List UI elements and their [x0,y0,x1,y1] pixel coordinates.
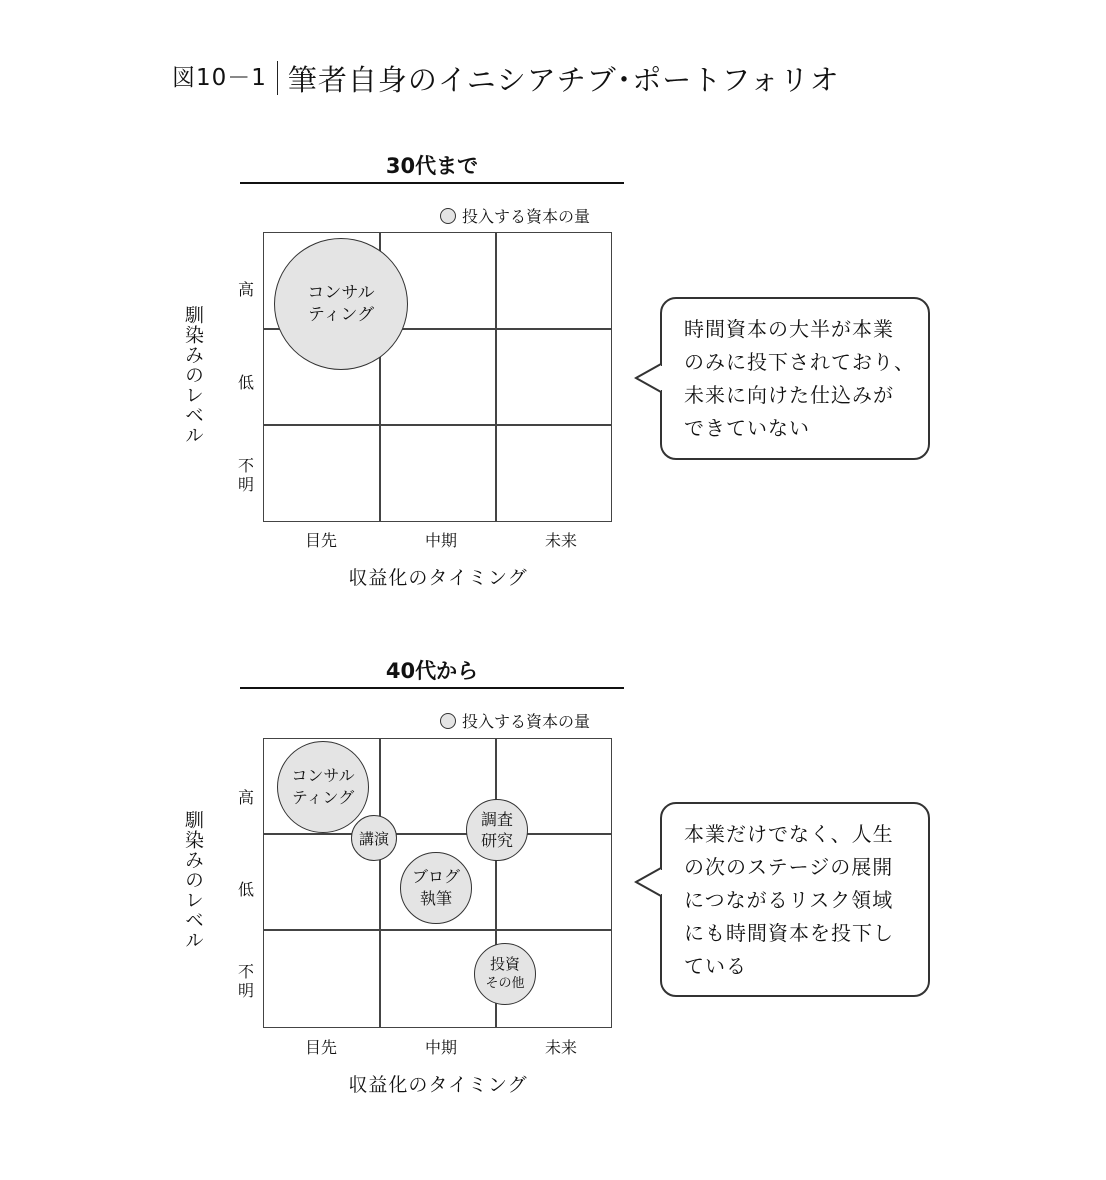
panel-rule [240,182,624,184]
callout-40s: 本業だけでなく、人生 の次のステージの展開 につながるリスク領域 にも時間資本を投下し ている [660,802,930,997]
x-level-future: 未来 [544,531,577,550]
bubble-consulting: コンサル ティング [277,741,369,833]
y-axis-label: 馴染みのレベル [182,305,204,445]
bubble-consulting: コンサル ティング [274,238,408,370]
figure-name: 筆者自身のイニシアチブ･ポートフォリオ [287,62,840,97]
bubble-investment: 投資 その他 [474,943,536,1005]
legend-circle-icon [440,208,456,224]
x-axis-label: 収益化のタイミング [348,1074,528,1096]
x-level-near: 目先 [304,1038,337,1057]
y-level-high: 高 [237,788,254,807]
y-level-low: 低 [237,373,254,392]
y-level-high: 高 [237,280,254,299]
y-level-unknown: 不明 [237,456,254,494]
panel-rule [240,687,624,689]
x-level-mid: 中期 [424,531,457,550]
x-level-near: 目先 [304,531,337,550]
figure-number: 図10－1 [172,61,278,95]
panel-title-40s: 40代から [385,659,479,683]
bubble-lecture: 講演 [351,815,397,861]
figure-title [172,58,840,98]
callout-pointer [634,362,664,394]
callout-pointer [634,866,664,898]
bubble-research: 調査 研究 [466,799,528,861]
legend-label: 投入する資本の量 [462,207,591,226]
y-axis-label: 馴染みのレベル [182,810,204,950]
legend [440,204,590,227]
legend-label: 投入する資本の量 [462,712,591,731]
bubble-blog: ブログ 執筆 [400,852,472,924]
x-level-future: 未来 [544,1038,577,1057]
legend [440,709,590,732]
callout-30s: 時間資本の大半が本業 のみに投下されており、 未来に向けた仕込みが できていない [660,297,930,460]
legend-circle-icon [440,713,456,729]
y-level-unknown: 不明 [237,962,254,1000]
panel-title-30s: 30代まで [385,154,479,178]
y-level-low: 低 [237,880,254,899]
x-level-mid: 中期 [424,1038,457,1057]
x-axis-label: 収益化のタイミング [348,567,528,589]
